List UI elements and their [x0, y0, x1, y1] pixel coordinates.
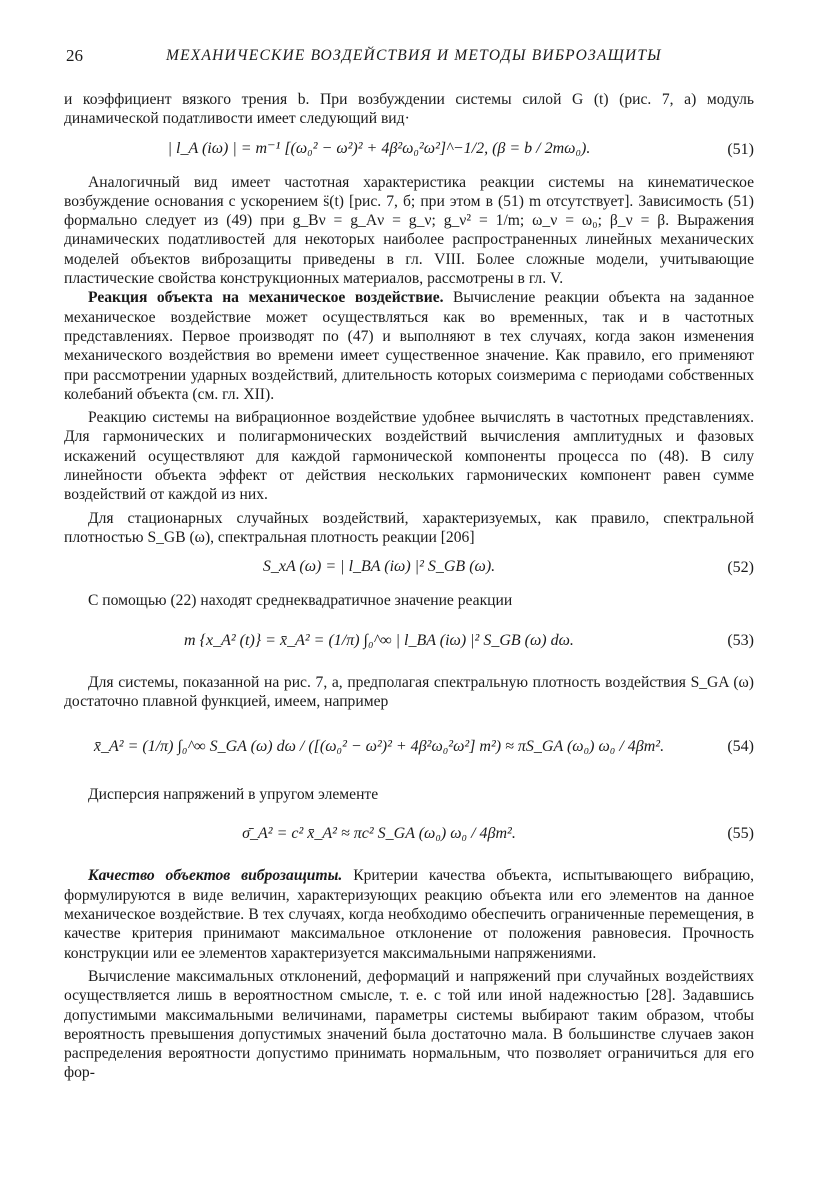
equation-formula: | l_A (iω) | = m⁻¹ [(ω₀² − ω²)² + 4β²ω₀²ω²]^−1/2, (β = b / 2mω₀). — [167, 139, 591, 157]
equation-formula: m {x_A² (t)} = x̄_A² = (1/π) ∫₀^∞ | l_BA (iω) |² S_GB (ω) dω. — [184, 631, 574, 649]
paragraph — [64, 288, 754, 404]
paragraph: Аналогичный вид имеет частотная характеристика реакции системы на кинематическое возбуждение основания с ускорением s̈(t) [рис. 7, б; при этом в (51) m отсутствует]. Зависимость (51) формально следует из (49) при g_Bν = g_Aν = g_ν; g_ν² = 1/m; ω_ν = ω₀; β_ν = β. Выражения динамических податливостей для некоторых наиболее распространенных линейных механических моделей объектов виброзащиты приведены в гл. VIII. Более сложные модели, учитывающие пластические свойства конструкционных материалов, рассмотрены в гл. V. — [64, 173, 754, 288]
equation-number: (52) — [727, 559, 754, 577]
paragraph: Дисперсия напряжений в упругом элементе — [88, 786, 379, 804]
equation-formula: σ̄_A² = c² x̄_A² ≈ πc² S_GA (ω₀) ω₀ / 4βm². — [242, 825, 516, 843]
paragraph: и коэффициент вязкого трения b. При возбуждении системы силой G (t) (рис. 7, а) модуль динамической податливости имеет следующий вид· — [64, 91, 754, 128]
equation-formula: S_xA (ω) = | l_BA (iω) |² S_GB (ω). — [262, 558, 496, 576]
paragraph-text: Критерии качества объекта, испытывающего вибрацию, формулируются в виде величин, характеризующих реакцию объекта или его элементов на данное механическое воздействие. В тех случаях, когда необходимо обеспечить ограниченные перемещения, в качестве критерия принимают максимальное отклонение от положения равновесия. Прочность конструкции или ее элементов характеризуется максимальными напряжениями. — [64, 867, 754, 962]
equation-53 — [64, 613, 754, 671]
equation-number: (54) — [727, 738, 754, 756]
equation-54 — [64, 713, 754, 783]
equation-formula: x̄_A² = (1/π) ∫₀^∞ S_GA (ω) dω / ([(ω₀² − ω²)² + 4β²ω₀²ω²] m²) ≈ πS_GA (ω₀) ω₀ / 4βm². — [93, 738, 665, 756]
paragraph — [64, 866, 754, 962]
page-body — [64, 90, 754, 1083]
section-heading: Качество объектов виброзащиты. — [88, 867, 343, 885]
equation-number: (55) — [727, 825, 754, 843]
equation-51 — [64, 131, 754, 171]
paragraph: Для системы, показанной на рис. 7, а, предполагая спектральную плотность воздействия S_GA (ω) достаточно плавной функцией, имеем, например — [64, 673, 754, 710]
page-header — [66, 46, 756, 70]
paragraph: С помощью (22) находят среднеквадратичное значение реакции — [88, 592, 513, 610]
paragraph-text: Вычисление реакции объекта на заданное механическое воздействие может осуществляться как во временных, так и в частотных представлениях. Первое производят по (47) и выполняют в тех случаях, когда закон изменения механического воздействия во времени имеет существенное значение. Как правило, его применяют при рассмотрении ударных воздействий, длительность которых соизмерима с периодами собственных колебаний объекта (см. гл. XII). — [64, 289, 754, 403]
equation-55 — [64, 806, 754, 864]
equation-number: (51) — [727, 140, 754, 158]
running-title: МЕХАНИЧЕСКИЕ ВОЗДЕЙСТВИЯ И МЕТОДЫ ВИБРОЗАЩИТЫ — [166, 47, 662, 64]
page-number: 26 — [66, 46, 83, 65]
equation-number: (53) — [727, 631, 754, 649]
section-heading: Реакция объекта на механическое воздействие. — [88, 289, 444, 307]
equation-52 — [64, 549, 754, 589]
paragraph: Вычисление максимальных отклонений, деформаций и напряжений при случайных воздействиях осуществляется лишь в вероятностном смысле, т. е. с той или иной надежностью [28]. Задавшись допустимыми максимальными величинами, параметры системы выбирают таким образом, чтобы вероятность превышения допустимых значений была достаточно мала. В большинстве случаев закон распределения вероятности допустимо принимать нормальным, что позволяет ограничиться для его фор- — [64, 967, 754, 1082]
paragraph: Для стационарных случайных воздействий, характеризуемых, как правило, спектральной плотностью S_GB (ω), спектральная плотность реакции [206] — [64, 509, 754, 546]
paragraph: Реакцию системы на вибрационное воздействие удобнее вычислять в частотных представлениях. Для гармонических и полигармонических воздействий вычисления амплитудных и фазовых искажений осуществляют для каждой гармонической компоненты процесса по (48). В силу линейности объекта эффект от действия нескольких гармонических компонент равен сумме воздействий от каждой из них. — [64, 409, 754, 504]
